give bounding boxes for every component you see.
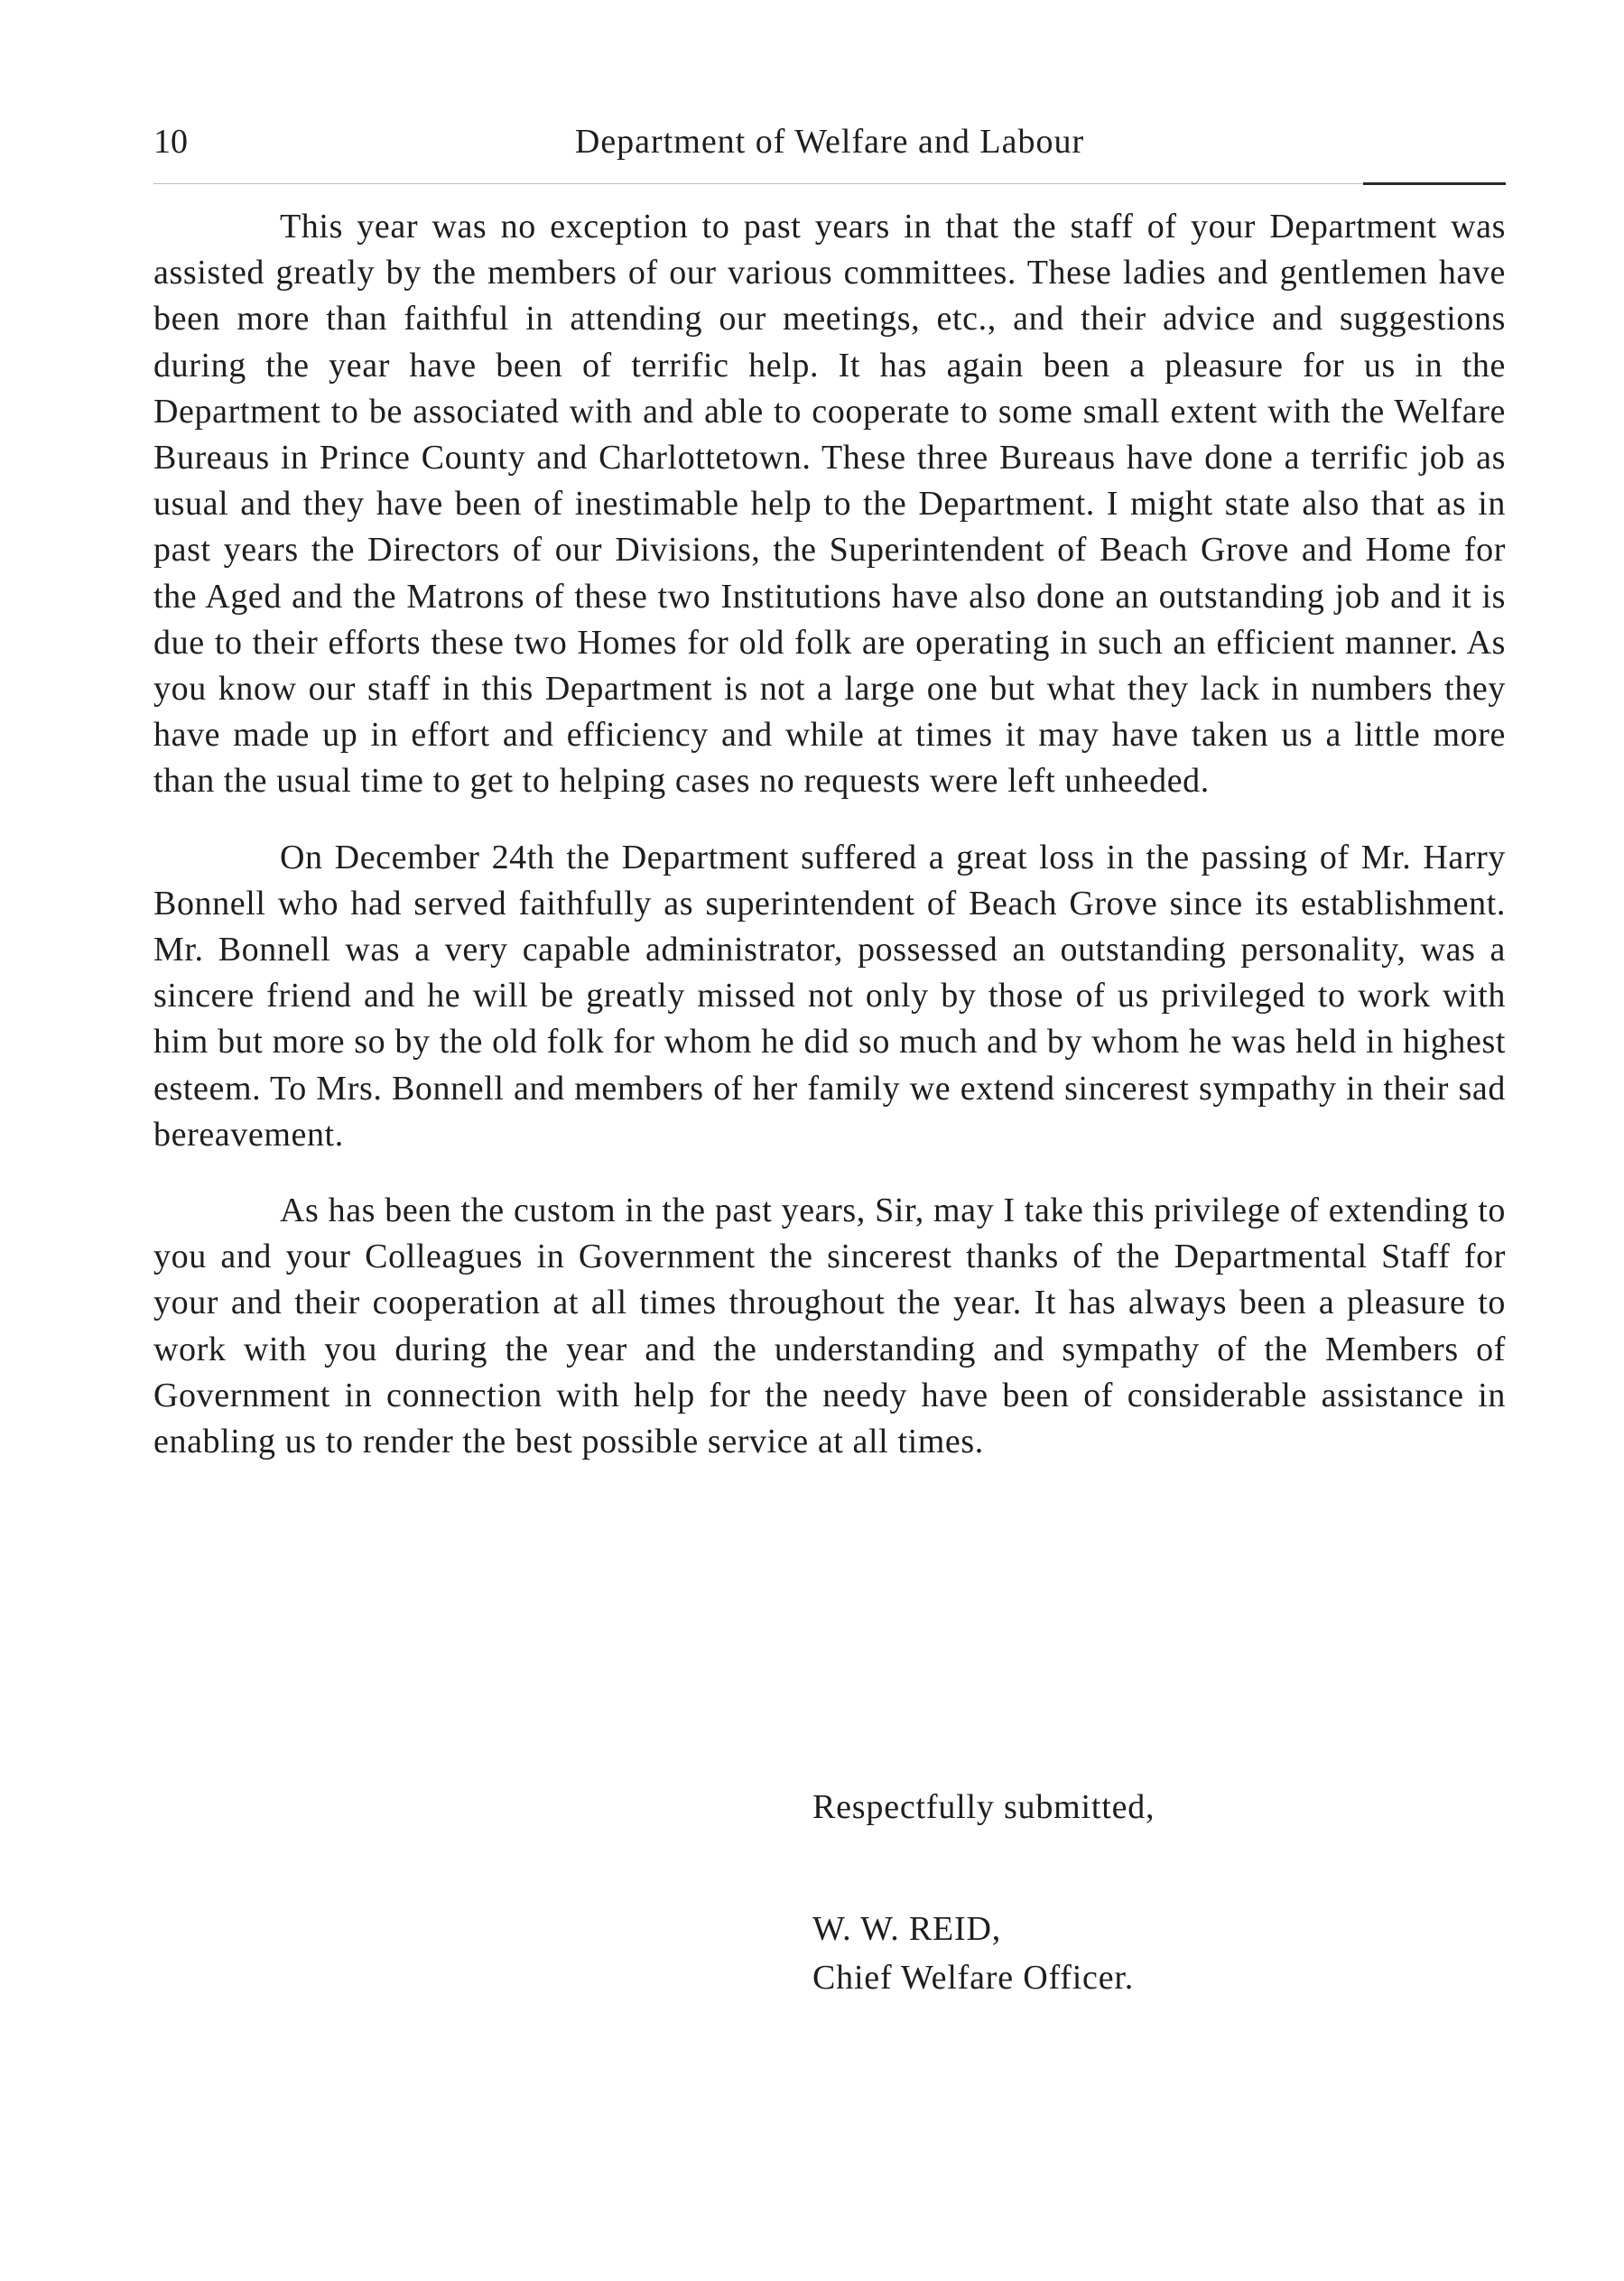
signer-title: Chief Welfare Officer.	[812, 1959, 1135, 1997]
running-title: Department of Welfare and Labour	[574, 123, 1085, 161]
signer-name: W. W. REID,	[812, 1910, 1002, 1948]
page-header	[153, 122, 1506, 176]
header-rule	[153, 183, 1506, 184]
closing-line: Respectfully submitted,	[812, 1788, 1155, 1826]
signature-block	[812, 1905, 1134, 2002]
paragraph-bonnell-tribute: On December 24th the Department suffered a great loss in the passing of Mr. Harry Bonnell who had served faithfully as superintendent of Beach Grove since its establishment. Mr. Bonnell was a very capable administrator, possessed an outstanding personality, was a sincere friend and he will be greatly missed not only by those of us privileged to work with him but more so by the old folk for whom he did so much and by whom he was held in highest esteem. To Mrs. Bonnell and members of her family we extend sincerest sympathy in their sad bereavement.	[153, 838, 1506, 1154]
paragraph-staff-thanks: This year was no exception to past years in that the staff of your Department was assisted greatly by the members of our various committees. These ladies and gentlemen have been more than faithful in attending our meetings, etc., and their advice and suggestions during the year have been of terrific help. It has again been a pleasure for us in the Department to be associated with and able to cooperate to some small extent with the Welfare Bureaus in Prince County and Charlottetown. These three Bureaus have done a terrific job as usual and they have been of inestimable help to the Department. I might state also that as in past years the Directors of our Divisions, the Superintendent of Beach Grove and Home for the Aged and the Matrons of these two Institutions have also done an outstanding job and it is due to their efforts these two Homes for old folk are operating in such an efficient manner. As you know our staff in this Department is not a large one but what they lack in numbers they have made up in effort and efficiency and while at times it may have taken us a little more than the usual time to get to helping cases no requests were left unheeded.	[153, 208, 1506, 801]
header-rule-accent	[1363, 182, 1506, 185]
page-number: 10	[153, 123, 188, 161]
body-text	[153, 204, 1506, 1495]
paragraph-government-thanks: As has been the custom in the past years, Sir, may I take this privilege of extending to you and your Colleagues in Government the sincerest thanks of the Departmental Staff for your and their cooperation at all times throughout the year. It has always been a pleasure to work with you during the year and the understanding and sympathy of the Members of Government in connection with help for the needy have been of considerable assistance in enabling us to render the best possible service at all times.	[153, 1191, 1506, 1461]
